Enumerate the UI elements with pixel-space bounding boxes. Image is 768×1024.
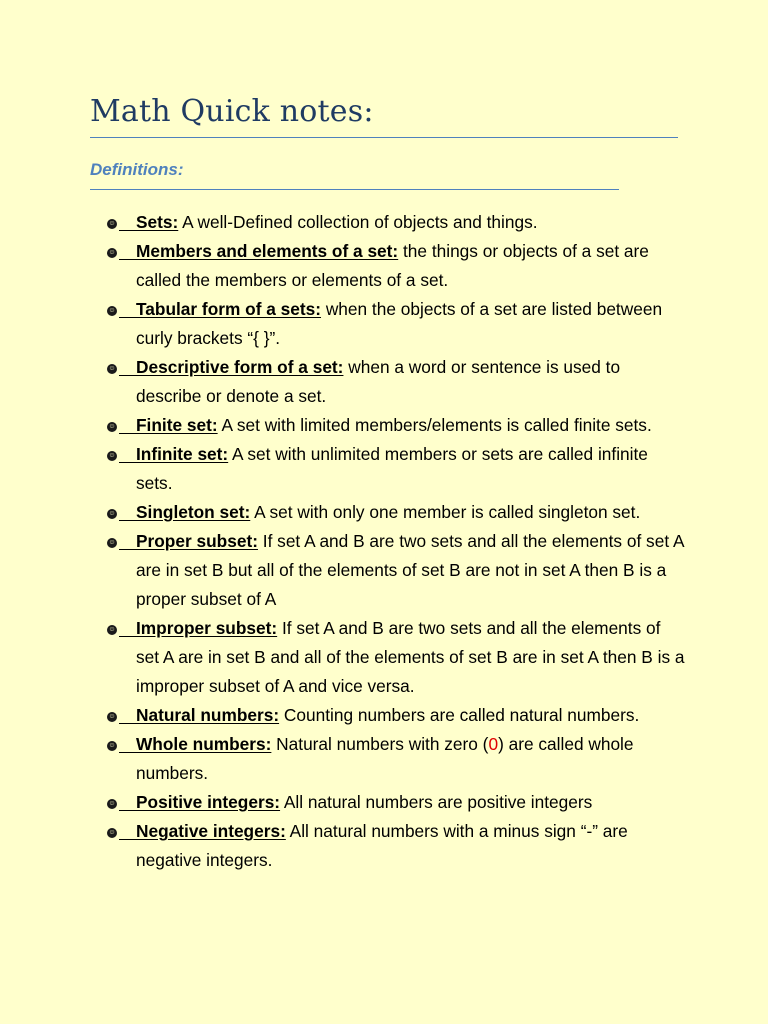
definition-text: ) are called whole numbers. bbox=[136, 734, 634, 783]
definition-item bbox=[107, 527, 687, 614]
section-divider bbox=[90, 189, 619, 190]
underline-lead bbox=[119, 810, 136, 811]
underline-lead bbox=[119, 433, 136, 434]
definition-term: Negative integers: bbox=[136, 821, 286, 841]
smiley-bullet-icon: ☺ bbox=[108, 307, 116, 314]
smiley-bullet-icon: ☺ bbox=[108, 423, 116, 430]
definition-text: All natural numbers with a minus sign “-” are negative integers. bbox=[136, 821, 628, 870]
definition-text: A set with limited members/elements is called finite sets. bbox=[217, 415, 652, 435]
zero-highlight: 0 bbox=[488, 734, 499, 754]
definition-term: Whole numbers: bbox=[136, 734, 272, 754]
smiley-bullet-icon: ☺ bbox=[108, 626, 116, 633]
definition-text: A set with unlimited members or sets are called infinite sets. bbox=[136, 444, 648, 493]
definition-item bbox=[107, 411, 687, 440]
smiley-bullet-icon: ☺ bbox=[108, 452, 116, 459]
underline-lead bbox=[119, 636, 136, 637]
definition-term: Natural numbers: bbox=[136, 705, 280, 725]
smiley-bullet-icon: ☺ bbox=[108, 742, 116, 749]
definition-item bbox=[107, 788, 687, 817]
underline-lead bbox=[119, 723, 136, 724]
definition-text: Counting numbers are called natural numbers. bbox=[279, 705, 640, 725]
smiley-bullet-icon: ☺ bbox=[108, 539, 116, 546]
definitions-list bbox=[107, 208, 687, 875]
underline-lead bbox=[119, 839, 136, 840]
underline-lead bbox=[119, 259, 136, 260]
smiley-bullet-icon: ☺ bbox=[108, 249, 116, 256]
definition-item bbox=[107, 730, 687, 788]
definition-text: A set with only one member is called singleton set. bbox=[250, 502, 641, 522]
definition-item bbox=[107, 237, 687, 295]
smiley-bullet-icon: ☺ bbox=[108, 220, 116, 227]
underline-lead bbox=[119, 549, 136, 550]
definition-term: Proper subset: bbox=[136, 531, 258, 551]
definition-item bbox=[107, 440, 687, 498]
underline-lead bbox=[119, 317, 136, 318]
title-divider bbox=[90, 137, 678, 138]
definition-text: the things or objects of a set are called the members or elements of a set. bbox=[136, 241, 649, 290]
definition-item bbox=[107, 817, 687, 875]
smiley-bullet-icon: ☺ bbox=[108, 800, 116, 807]
definition-item bbox=[107, 701, 687, 730]
underline-lead bbox=[119, 375, 136, 376]
definition-term: Finite set: bbox=[136, 415, 218, 435]
definition-term: Sets: bbox=[136, 212, 179, 232]
definition-term: Positive integers: bbox=[136, 792, 281, 812]
definition-term: Descriptive form of a set: bbox=[136, 357, 344, 377]
definition-term: Tabular form of a sets: bbox=[136, 299, 322, 319]
underline-lead bbox=[119, 752, 136, 753]
definition-term: Improper subset: bbox=[136, 618, 278, 638]
definition-term: Singleton set: bbox=[136, 502, 251, 522]
definition-text: If set A and B are two sets and all the elements of set A are in set B but all of the elements of set B are not in set A then B is a proper subset of A bbox=[136, 531, 684, 609]
definition-text: All natural numbers are positive integers bbox=[280, 792, 593, 812]
underline-lead bbox=[119, 230, 136, 231]
definition-text: when a word or sentence is used to describe or denote a set. bbox=[136, 357, 621, 406]
smiley-bullet-icon: ☺ bbox=[108, 365, 116, 372]
definition-term: Infinite set: bbox=[136, 444, 229, 464]
definition-text: If set A and B are two sets and all the elements of set A are in set B and all of the elements of set B are in set A then B is a improper subset of A and vice versa. bbox=[136, 618, 685, 696]
definition-text: A well-Defined collection of objects and things. bbox=[178, 212, 538, 232]
underline-lead bbox=[119, 462, 136, 463]
smiley-bullet-icon: ☺ bbox=[108, 713, 116, 720]
definition-item bbox=[107, 498, 687, 527]
page-title: Math Quick notes: bbox=[90, 94, 374, 129]
definition-text: when the objects of a set are listed between curly brackets “{ }”. bbox=[136, 299, 663, 348]
underline-lead bbox=[119, 520, 136, 521]
smiley-bullet-icon: ☺ bbox=[108, 510, 116, 517]
definition-term: Members and elements of a set: bbox=[136, 241, 399, 261]
definition-item bbox=[107, 208, 687, 237]
definition-item bbox=[107, 614, 687, 701]
section-heading: Definitions: bbox=[90, 160, 184, 179]
smiley-bullet-icon: ☺ bbox=[108, 829, 116, 836]
definition-item bbox=[107, 295, 687, 353]
definition-text: Natural numbers with zero ( bbox=[271, 734, 489, 754]
definition-item bbox=[107, 353, 687, 411]
